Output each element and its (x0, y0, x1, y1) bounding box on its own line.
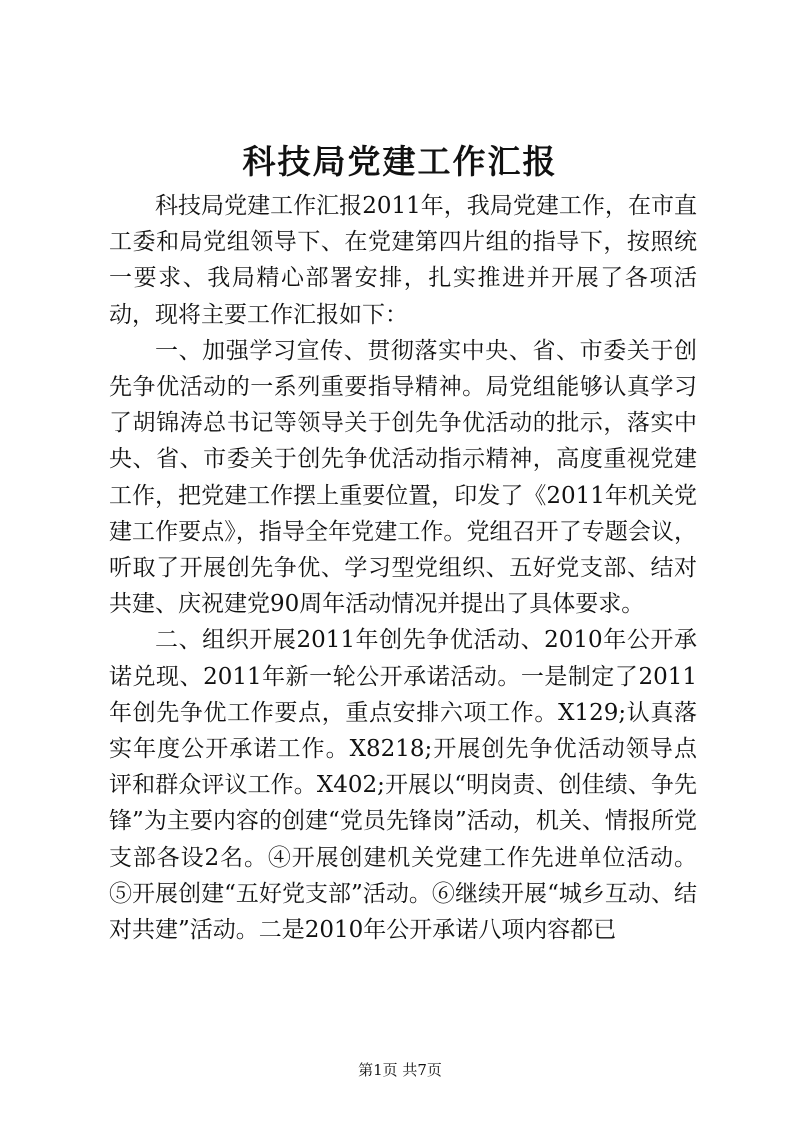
document-body (109, 188, 697, 948)
paragraph-section-1: 一、加强学习宣传、贯彻落实中央、省、市委关于创先争优活动的一系列重要指导精神。局党组能够认真学习了胡锦涛总书记等领导关于创先争优活动的批示，落实中央、省、市委关于创先争优活动指示精神，高度重视党建工作，把党建工作摆上重要位置，印发了《2011年机关党建工作要点》，指导全年党建工作。党组召开了专题会议，听取了开展创先争优、学习型党组织、五好党支部、结对共建、庆祝建党90周年活动情况并提出了具体要求。 (109, 337, 697, 618)
paragraph-section-2: 二、组织开展2011年创先争优活动、2010年公开承诺兑现、2011年新一轮公开承诺活动。一是制定了2011年创先争优工作要点，重点安排六项工作。X129;认真落实年度公开承诺工作。X8218;开展创先争优活动领导点评和群众评议工作。X402;开展以“明岗责、创佳绩、争先锋”为主要内容的创建“党员先锋岗”活动，机关、情报所党支部各设2名。④开展创建机关党建工作先进单位活动。⑤开展创建“五好党支部”活动。⑥继续开展“城乡互动、结对共建”活动。二是2010年公开承诺八项内容都已 (109, 627, 697, 944)
document-title: 科技局党建工作汇报 (242, 142, 558, 181)
paragraph-intro: 科技局党建工作汇报2011年，我局党建工作，在市直工委和局党组领导下、在党建第四片组的指导下，按照统一要求、我局精心部署安排，扎实推进并开展了各项活动，现将主要工作汇报如下： (109, 193, 697, 328)
page-number-footer: 第1页 共7页 (358, 1061, 442, 1079)
